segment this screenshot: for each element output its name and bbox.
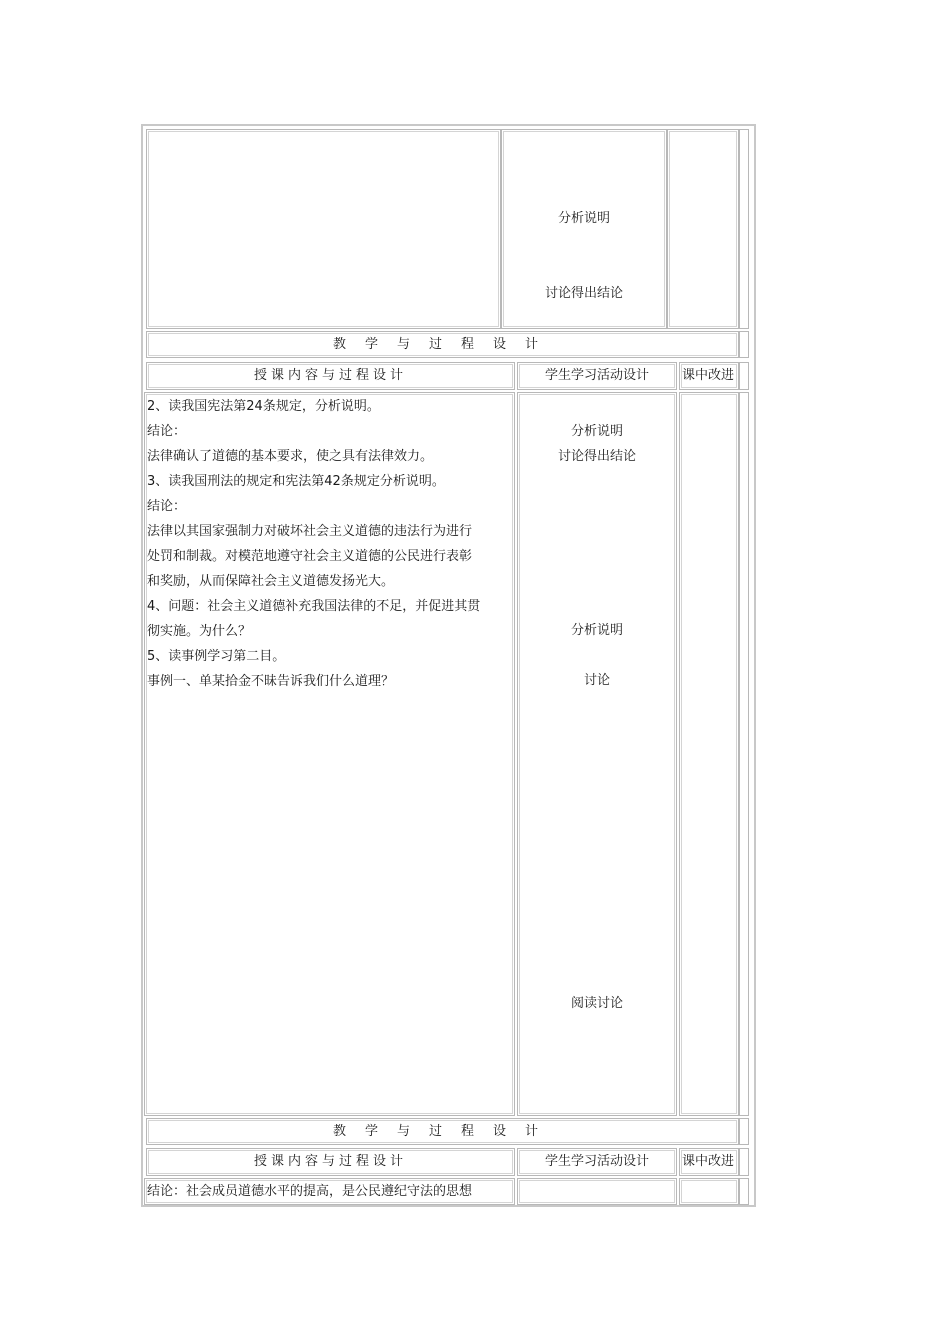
activity-cell xyxy=(517,1178,677,1205)
col-header-label: 课中改进 xyxy=(682,1154,735,1169)
col-header-improve xyxy=(679,362,739,390)
content-cell xyxy=(144,392,515,1116)
content-line: 5、读事例学习第二目。 xyxy=(147,649,286,664)
col-header-content xyxy=(146,362,515,390)
body-right-strip xyxy=(739,392,749,1116)
content-line: 结论：社会成员道德水平的提高，是公民遵纪守法的思想 xyxy=(147,1184,473,1199)
content-line: 4、问题：社会主义道德补充我国法律的不足，并促进其贯 xyxy=(147,599,481,614)
col-header-label: 授课内容与过程设计 xyxy=(253,1154,407,1169)
activity-line: 讨论得出结论 xyxy=(557,449,636,464)
col-header-activity xyxy=(517,1148,677,1176)
top-content-cell xyxy=(146,129,501,329)
activity-line: 阅读讨论 xyxy=(570,996,623,1011)
top-right-strip xyxy=(739,129,749,329)
activity-line: 分析说明 xyxy=(557,211,610,226)
colhead-right-strip xyxy=(739,1148,749,1176)
lesson-plan-table xyxy=(141,124,756,1207)
content-line: 法律以其国家强制力对破坏社会主义道德的违法行为进行 xyxy=(147,524,473,539)
activity-line: 分析说明 xyxy=(570,424,623,439)
header-right-strip xyxy=(739,1118,749,1145)
top-activity-cell xyxy=(501,129,667,329)
content-line: 结论： xyxy=(147,499,187,514)
top-improve-cell xyxy=(667,129,739,329)
content-line: 2、读我国宪法第24条规定，分析说明。 xyxy=(147,399,380,414)
section-title: 教学与过程设计 xyxy=(332,337,557,352)
body-right-strip xyxy=(739,1178,749,1205)
col-header-label: 学生学习活动设计 xyxy=(544,368,649,383)
activity-line: 讨论 xyxy=(583,673,610,688)
content-line: 结论： xyxy=(147,424,187,439)
content-line: 3、读我国刑法的规定和宪法第42条规定分析说明。 xyxy=(147,474,445,489)
activity-line: 分析说明 xyxy=(570,623,623,638)
section-header xyxy=(146,1118,739,1145)
col-header-activity xyxy=(517,362,677,390)
section-header xyxy=(146,331,739,358)
content-cell xyxy=(144,1178,515,1205)
activity-line: 讨论得出结论 xyxy=(544,286,623,301)
content-line: 法律确认了道德的基本要求，使之具有法律效力。 xyxy=(147,449,434,464)
col-header-content xyxy=(146,1148,515,1176)
improve-cell xyxy=(679,392,739,1116)
content-line: 彻实施。为什么？ xyxy=(147,624,252,639)
content-line: 和奖励，从而保障社会主义道德发扬光大。 xyxy=(147,574,395,589)
col-header-improve xyxy=(679,1148,739,1176)
section-title: 教学与过程设计 xyxy=(332,1124,557,1139)
colhead-right-strip xyxy=(739,362,749,390)
col-header-label: 学生学习活动设计 xyxy=(544,1154,649,1169)
activity-cell xyxy=(517,392,677,1116)
content-line: 处罚和制裁。对模范地遵守社会主义道德的公民进行表彰 xyxy=(147,549,473,564)
col-header-label: 课中改进 xyxy=(682,368,735,383)
content-line: 事例一、单某拾金不昧告诉我们什么道理？ xyxy=(147,674,395,689)
header-right-strip xyxy=(739,331,749,358)
col-header-label: 授课内容与过程设计 xyxy=(253,368,407,383)
improve-cell xyxy=(679,1178,739,1205)
